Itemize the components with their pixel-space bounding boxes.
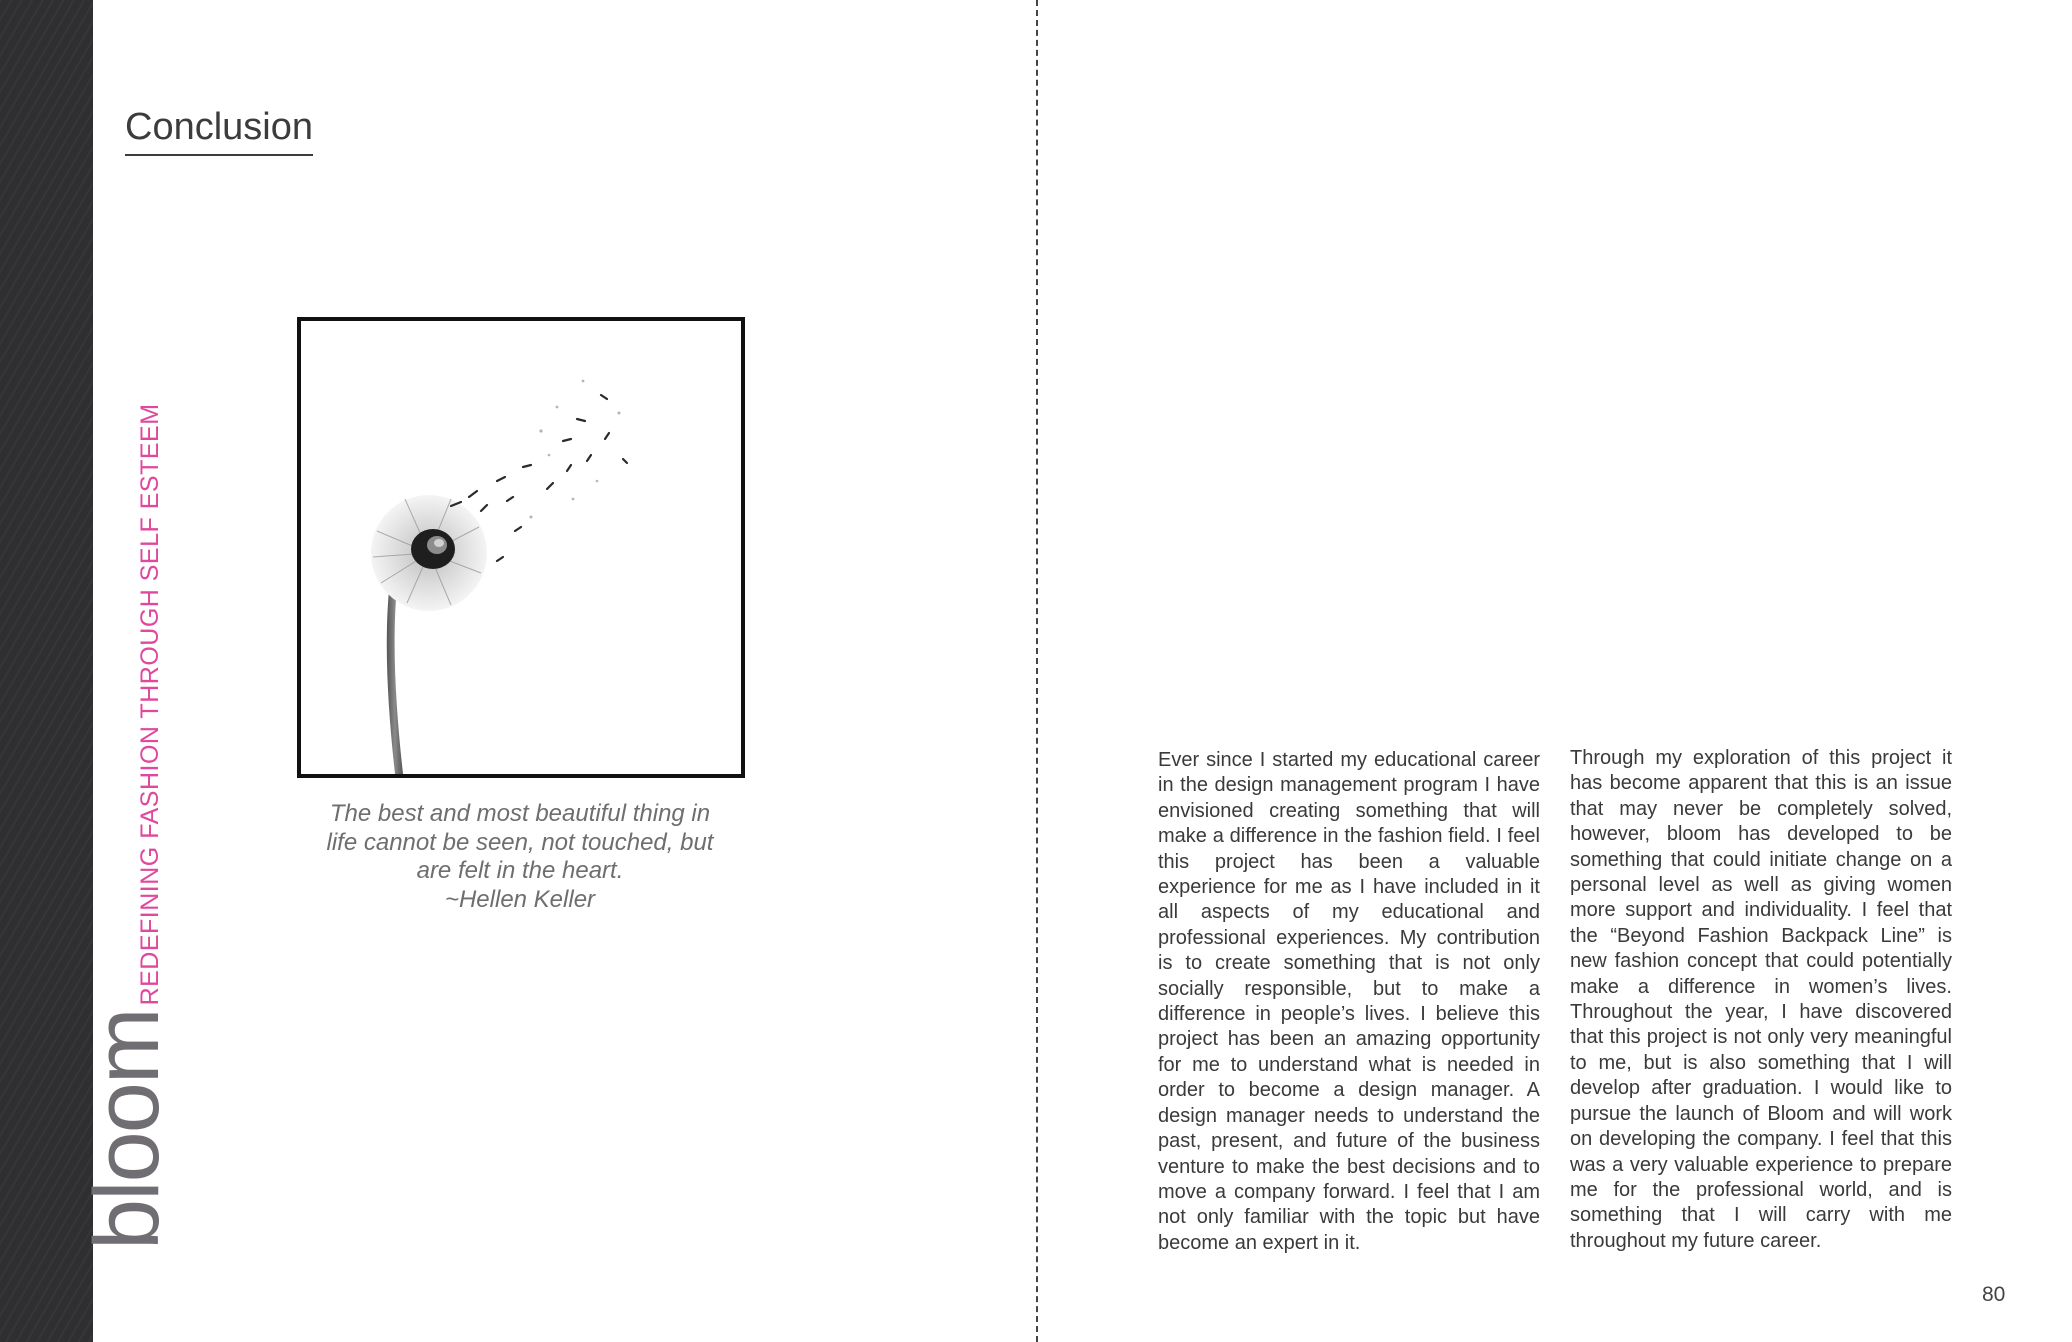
body-column-1: Ever since I started my educational career in the design management program I have envisioned creating something that will make a difference in the fashion field. I feel this project has been a valuable experience for me as I have included in it all aspects of my educational and professional experiences. My contribution is to create something that is not only socially responsible, but to make a difference in people’s lives. I believe this project has been an amazing opportunity for me to understand what is needed in order to become a design manager. A design manager needs to understand the past, present, and future of the business venture to make the best decisions and to move a company forward. I feel that I am not only familiar with the topic but have become an expert in it. [1158,749,1540,1254]
sidebar-spine [0,0,178,1342]
brand-tagline: REDEFINING FASHION THROUGH SELF ESTEEM [136,403,164,1006]
body-column-2: Through my exploration of this project it has become apparent that this is an issue that may never be completely solved, however, bloom has developed to be something that could initiate change on a personal level as well as giving women more support and individuality. I feel that the “Beyond Fashion Backpack Line” is new fashion concept that could potentially make a difference in women’s lives. Throughout the year, I have discovered that this project is not only very meaningful to me, but is also something that I will develop after graduation. I would like to pursue the launch of Bloom and will work on developing the company. I feel that this was a very valuable experience to prepare me for the professional world, and is something that I will carry with me throughout my future career. [1570,747,1952,1252]
dandelion-photo [297,317,745,778]
page-fold-divider [1036,0,1038,1342]
spine-lettering [76,403,178,1250]
quote-line-1: The best and most beautiful thing in [329,800,711,827]
brand-wordmark: bloom [76,1009,178,1250]
quote-author: ~Hellen Keller [444,885,596,913]
page-title: Conclusion [125,106,313,156]
dandelion-illustration [301,321,741,774]
quote-line-3: are felt in the heart. [416,857,624,884]
quote-line-2: life cannot be seen, not touched, but [326,828,714,856]
quote-caption [302,800,738,914]
page-number: 80 [1982,1283,2006,1306]
